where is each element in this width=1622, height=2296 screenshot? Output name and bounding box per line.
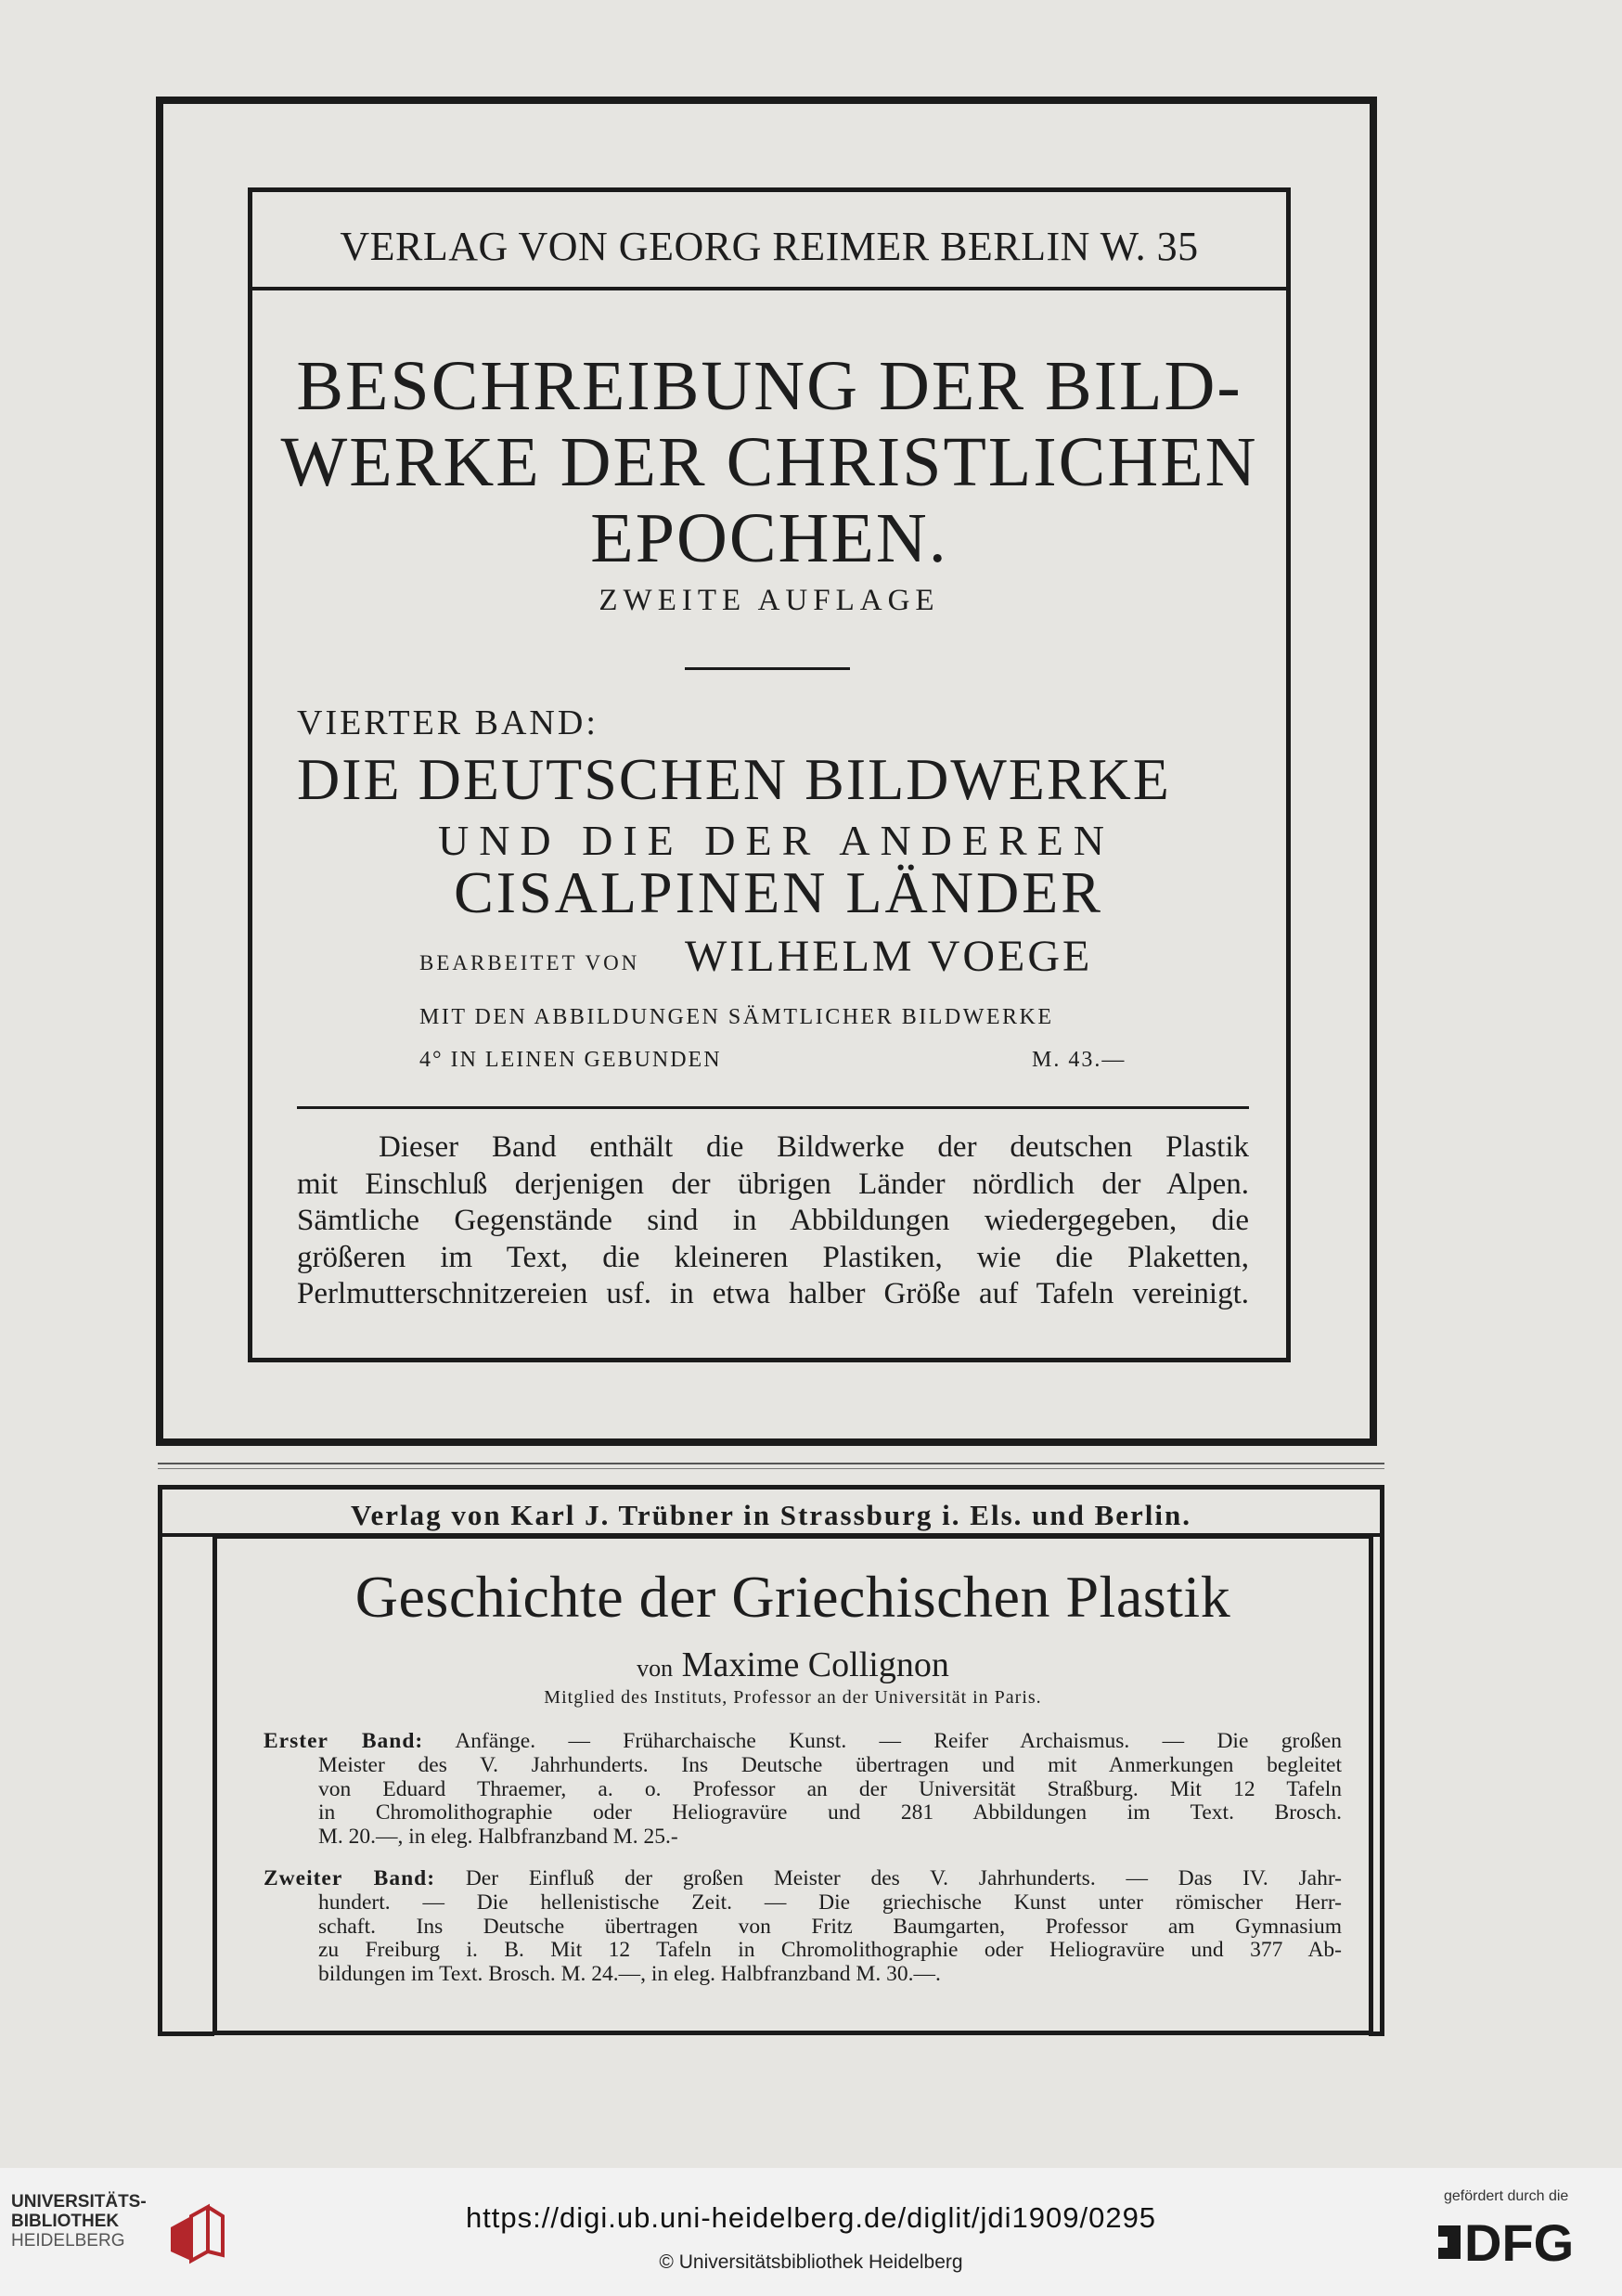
dfg-logo-icon <box>1438 2207 1596 2272</box>
digitization-footer <box>0 2168 1622 2296</box>
advertisement-box-truebner <box>212 1534 1373 2035</box>
volume-entry-line: hundert. — Die hellenistische Zeit. — Die griechische Kunst unter römischer Herr- <box>318 1890 1342 1915</box>
volume-entry-2 <box>264 1867 1342 1987</box>
description-paragraph <box>297 1129 1249 1313</box>
edition-label: ZWEITE AUFLAGE <box>599 584 940 617</box>
publisher-heading: VERLAG VON GEORG REIMER BERLIN W. 35 <box>340 224 1199 269</box>
frame-edge <box>158 2032 214 2036</box>
description-line: Dieser Band enthält die Bildwerke der deutschen Plastik <box>379 1130 1249 1164</box>
short-divider <box>685 667 850 670</box>
volume-entry-line: schaft. Ins Deutsche übertragen von Fritz Baumgarten, Professor am Gymnasium <box>318 1914 1342 1939</box>
library-name-line: BIBLIOTHEK <box>11 2212 120 2231</box>
book-title <box>252 348 1286 576</box>
page-separator <box>158 1468 1384 1469</box>
library-name-line: UNIVERSITÄTS- <box>11 2192 147 2212</box>
description-line: Sämtliche Gegenstände sind in Abbildungen wiedergegeben, die <box>297 1204 1249 1237</box>
publisher-heading: Verlag von Karl J. Trübner in Strassburg i. Els. und Berlin. <box>350 1499 1192 1531</box>
volume-title-line-1: DIE DEUTSCHEN BILDWERKE <box>297 746 1171 812</box>
page-separator <box>158 1463 1384 1464</box>
funding-note: gefördert durch die <box>1444 2188 1569 2204</box>
editor-prefix: BEARBEITET VON <box>419 951 640 974</box>
author-line <box>217 1645 1369 1685</box>
advertisement-box-reimer <box>248 187 1291 1362</box>
volume-text: Der Einfluß der großen Meister des V. Jahrhunderts. — Das IV. Jahr- <box>465 1866 1343 1890</box>
author-name: Maxime Collignon <box>681 1645 949 1684</box>
editor-name: WILHELM VOEGE <box>685 932 1093 981</box>
book-title-line: EPOCHEN. <box>590 499 948 577</box>
volume-title-line-3: CISALPINEN LÄNDER <box>454 859 1103 925</box>
volume-entry-line: von Eduard Thraemer, a. o. Professor an der Universität Straßburg. Mit 12 Tafeln <box>318 1776 1342 1801</box>
book-title-line: WERKE DER CHRISTLICHEN <box>280 423 1258 501</box>
dfg-logo-text: DFG <box>1464 2213 1575 2272</box>
volume-entry-line: in Chromolithographie oder Heliogravüre und 281 Abbildungen im Text. Brosch. <box>318 1800 1342 1825</box>
volume-entry-line: bildungen im Text. Brosch. M. 24.—, in eleg. Halbfranzband M. 30.—. <box>318 1962 941 1987</box>
divider-rule <box>252 287 1286 290</box>
volume-entry-line <box>264 1730 1342 1754</box>
description-line: größeren im Text, die kleineren Plastiken, wie die Plaketten, <box>297 1240 1249 1274</box>
description-line: Perlmutterschnitzereien usf. in etwa halber Größe auf Tafeln vereinigt. <box>297 1277 1249 1310</box>
volume-title-line-2: UND DIE DER ANDEREN <box>437 817 1114 864</box>
price: M. 43.— <box>1032 1048 1126 1072</box>
permalink-url[interactable]: https://digi.ub.uni-heidelberg.de/diglit/jdi1909/0295 <box>465 2201 1157 2234</box>
binding-format: 4° IN LEINEN GEBUNDEN <box>419 1048 722 1072</box>
book-title: Geschichte der Griechischen Plastik <box>354 1564 1231 1630</box>
volume-label: VIERTER BAND: <box>297 703 599 742</box>
divider-rule <box>297 1106 1249 1109</box>
description-line: mit Einschluß derjenigen der übrigen Länder nördlich der Alpen. <box>297 1167 1249 1201</box>
volume-entry-line <box>264 1867 1342 1891</box>
volume-entry-line: Meister des V. Jahrhunderts. Ins Deutsche übertragen und mit Anmerkungen begleitet <box>318 1752 1342 1777</box>
volume-label: Zweiter Band: <box>264 1866 436 1890</box>
author-affiliation: Mitglied des Instituts, Professor an der Universität in Paris. <box>544 1687 1042 1708</box>
volume-entry-line: M. 20.—, in eleg. Halbfranzband M. 25.- <box>318 1825 678 1850</box>
volume-entry-1 <box>264 1730 1342 1850</box>
book-title-line: BESCHREIBUNG DER BILD- <box>296 347 1242 425</box>
library-name-line: HEIDELBERG <box>11 2231 125 2251</box>
volume-entry-line: zu Freiburg i. B. Mit 12 Tafeln in Chromolithographie oder Heliogravüre und 377 Ab- <box>318 1938 1342 1963</box>
frame-edge <box>1369 2032 1384 2036</box>
volume-text: Anfänge. — Früharchaische Kunst. — Reifer Archaismus. — Die großen <box>455 1729 1342 1753</box>
copyright-notice: © Universitätsbibliothek Heidelberg <box>659 2251 963 2273</box>
author-prefix: von <box>637 1655 674 1682</box>
volume-label: Erster Band: <box>264 1729 424 1753</box>
illustrations-note: MIT DEN ABBILDUNGEN SÄMTLICHER BILDWERKE <box>419 1005 1054 1029</box>
